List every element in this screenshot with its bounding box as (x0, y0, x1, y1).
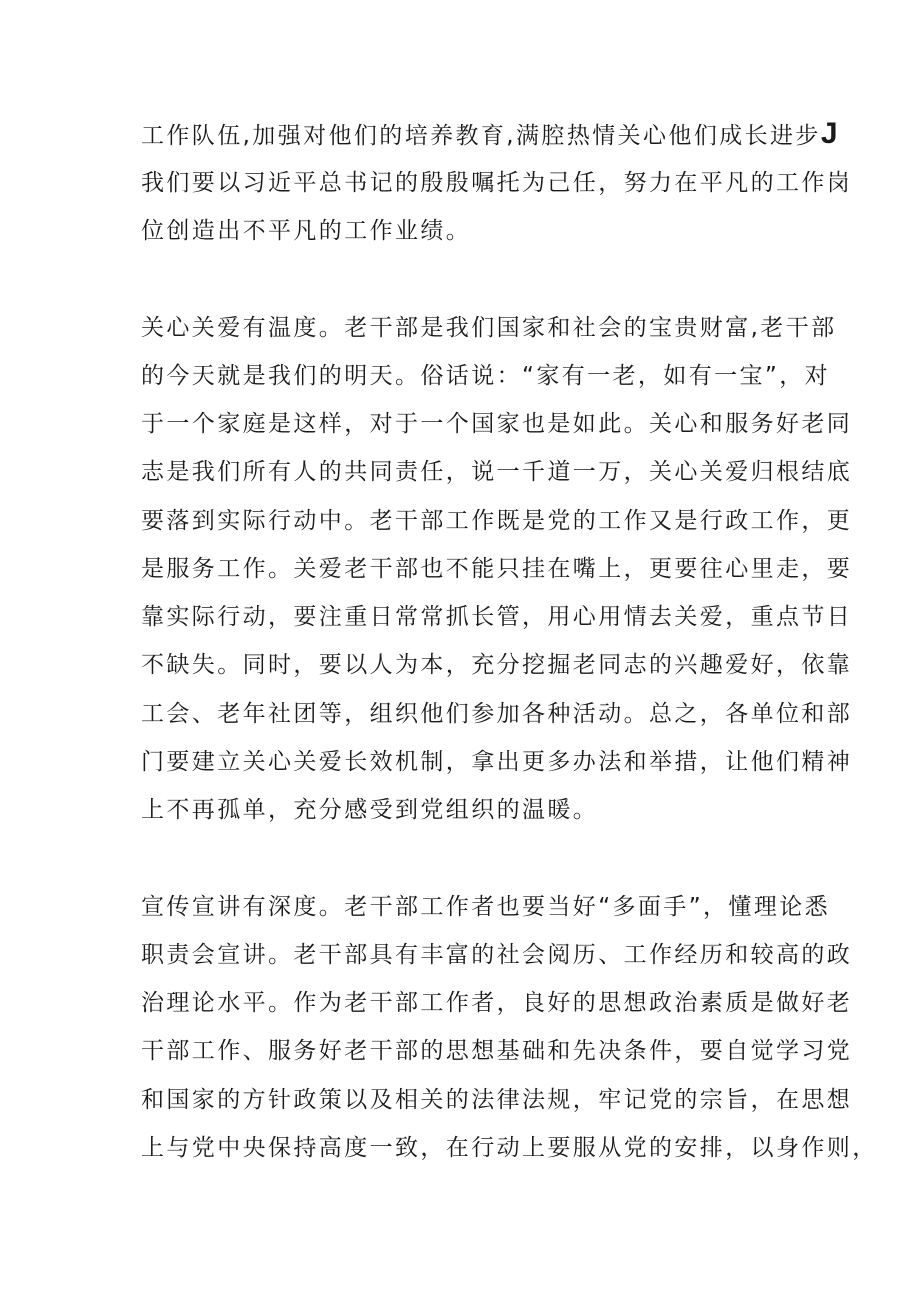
stray-glyph: J (820, 117, 838, 150)
paragraph-2-line-8: 不缺失。同时，要以人为本，充分挖掘老同志的兴趣爱好，依靠 (141, 652, 853, 678)
paragraph-1-line-1 (141, 117, 838, 150)
paragraph-2-line-5: 要落到实际行动中。老干部工作既是党的工作又是行政工作，更 (141, 508, 853, 534)
paragraph-2-line-2: 的今天就是我们的明天。俗话说：“家有一老，如有一宝”，对 (141, 363, 831, 389)
paragraph-2-line-11: 上不再孤单，充分感受到党组织的温暖。 (141, 797, 599, 823)
paragraph-2-line-3: 于一个家庭是这样，对于一个国家也是如此。关心和服务好老同 (141, 411, 853, 437)
paragraph-3-line-5: 和国家的方针政策以及相关的法律法规，牢记党的宗旨，在思想 (141, 1087, 853, 1113)
paragraph-1-line-2: 我们要以习近平总书记的殷殷嘱托为己任，努力在平凡的工作岗 (141, 170, 853, 196)
paragraph-1-line-3: 位创造出不平凡的工作业绩。 (141, 218, 472, 244)
paragraph-2-line-1: 关心关爱有温度。老干部是我们国家和社会的宝贵财富,老干部 (141, 315, 837, 341)
paragraph-3-line-2: 职责会宣讲。老干部具有丰富的社会阅历、工作经历和较高的政 (141, 942, 853, 968)
paragraph-3-line-6: 上与党中央保持高度一致，在行动上要服从党的安排，以身作则， (141, 1135, 878, 1161)
paragraph-2-line-7: 靠实际行动，要注重日常常抓长管，用心用情去关爱，重点节日 (141, 604, 853, 630)
paragraph-2-line-6: 是服务工作。关爱老干部也不能只挂在嘴上，更要往心里走，要 (141, 556, 853, 582)
paragraph-2-line-4: 志是我们所有人的共同责任，说一千道一万，关心关爱归根结底 (141, 459, 853, 485)
paragraph-3-line-1: 宣传宣讲有深度。老干部工作者也要当好“多面手”，懂理论悉 (141, 894, 831, 920)
paragraph-3-line-4: 干部工作、服务好老干部的思想基础和先决条件，要自觉学习党 (141, 1038, 853, 1064)
paragraph-1-line-1-text: 工作队伍,加强对他们的培养教育,满腔热情关心他们成长进步 (141, 123, 821, 149)
paragraph-3-line-3: 治理论水平。作为老干部工作者，良好的思想政治素质是做好老 (141, 990, 853, 1016)
paragraph-2-line-10: 门要建立关心关爱长效机制，拿出更多办法和举措，让他们精神 (141, 749, 853, 775)
paragraph-2-line-9: 工会、老年社团等，组织他们参加各种活动。总之，各单位和部 (141, 701, 853, 727)
